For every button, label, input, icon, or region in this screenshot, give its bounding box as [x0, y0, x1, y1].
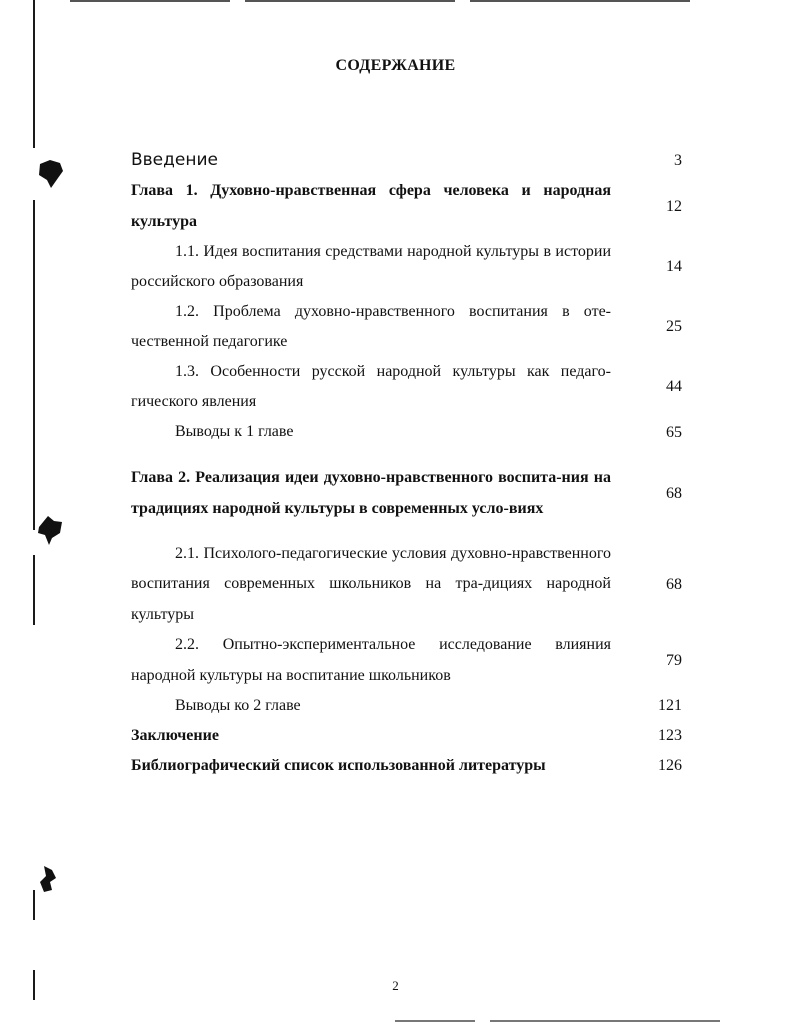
- toc-entry-page: 79: [666, 651, 682, 669]
- toc-entry-text: 2.2. Опытно-экспериментальное исследование влияния народной культуры на воспитание школьников: [131, 636, 611, 684]
- toc-entry-chapter-2: [131, 448, 682, 539]
- toc-entry-text: 1.3. Особенности русской народной культуры как педаго-гического явления: [131, 362, 611, 410]
- scan-margin-line: [33, 200, 35, 530]
- toc-entry-text: 1.1. Идея воспитания средствами народной культуры в истории российского образования: [131, 242, 611, 290]
- toc-entry-section-1-1: [131, 237, 682, 297]
- toc-entry-page: 68: [666, 484, 682, 502]
- toc-entry-page: 65: [666, 423, 682, 441]
- toc-entry-chapter-1: [131, 176, 682, 237]
- scan-top-edge: [245, 0, 455, 2]
- toc-entry-page: 25: [666, 318, 682, 335]
- scan-margin-line: [33, 555, 35, 625]
- toc-entry-page: 14: [666, 258, 682, 275]
- toc-entry-text: Выводы к 1 главе: [175, 423, 294, 441]
- scan-top-edge: [470, 0, 690, 2]
- toc-entry-page: 68: [666, 575, 682, 593]
- toc-entry-section-2-2: [131, 630, 682, 691]
- binding-hole-mark: [36, 513, 66, 547]
- toc-entry-text: 1.2. Проблема духовно-нравственного воспитания в оте-чественной педагогике: [131, 302, 611, 350]
- toc-entry-text: Глава 1. Духовно-нравственная сфера человека и народная культура: [131, 182, 611, 230]
- table-of-contents: [131, 145, 682, 781]
- toc-entry-text: Заключение: [131, 726, 219, 744]
- toc-title: СОДЕРЖАНИЕ: [335, 57, 456, 74]
- toc-entry-section-1-3: [131, 357, 682, 417]
- toc-entry-text: Введение: [131, 150, 218, 171]
- toc-entry-conclusions-2: [131, 691, 682, 721]
- toc-entry-introduction: [131, 145, 682, 176]
- toc-entry-text: Глава 2. Реализация идеи духовно-нравственного воспита-ния на традициях народной культуры в современных усло-виях: [131, 469, 611, 517]
- toc-entry-conclusions-1: [131, 417, 682, 448]
- toc-entry-conclusion: [131, 721, 682, 751]
- toc-entry-page: 12: [666, 197, 682, 215]
- scan-top-edge: [70, 0, 230, 2]
- toc-entry-section-1-2: [131, 297, 682, 357]
- scan-bottom-edge: [395, 1020, 475, 1022]
- toc-entry-text: Выводы ко 2 главе: [175, 696, 301, 714]
- toc-entry-page: 123: [658, 727, 682, 744]
- toc-entry-text: Библиографический список использованной литературы: [131, 756, 546, 774]
- toc-entry-page: 3: [674, 151, 682, 169]
- page-number: 2: [392, 978, 399, 993]
- scan-bottom-edge: [490, 1020, 720, 1022]
- toc-entry-page: 121: [658, 697, 682, 714]
- binding-hole-mark: [36, 864, 62, 894]
- binding-hole-mark: [36, 158, 66, 192]
- toc-entry-page: 44: [666, 378, 682, 395]
- toc-entry-section-2-1: [131, 539, 682, 630]
- toc-entry-text: 2.1. Психолого-педагогические условия духовно-нравственного воспитания современных школьников на тра-дициях народной культуры: [131, 544, 611, 623]
- toc-entry-bibliography: [131, 751, 682, 781]
- scan-margin-line: [33, 890, 35, 920]
- toc-entry-page: 126: [658, 757, 682, 774]
